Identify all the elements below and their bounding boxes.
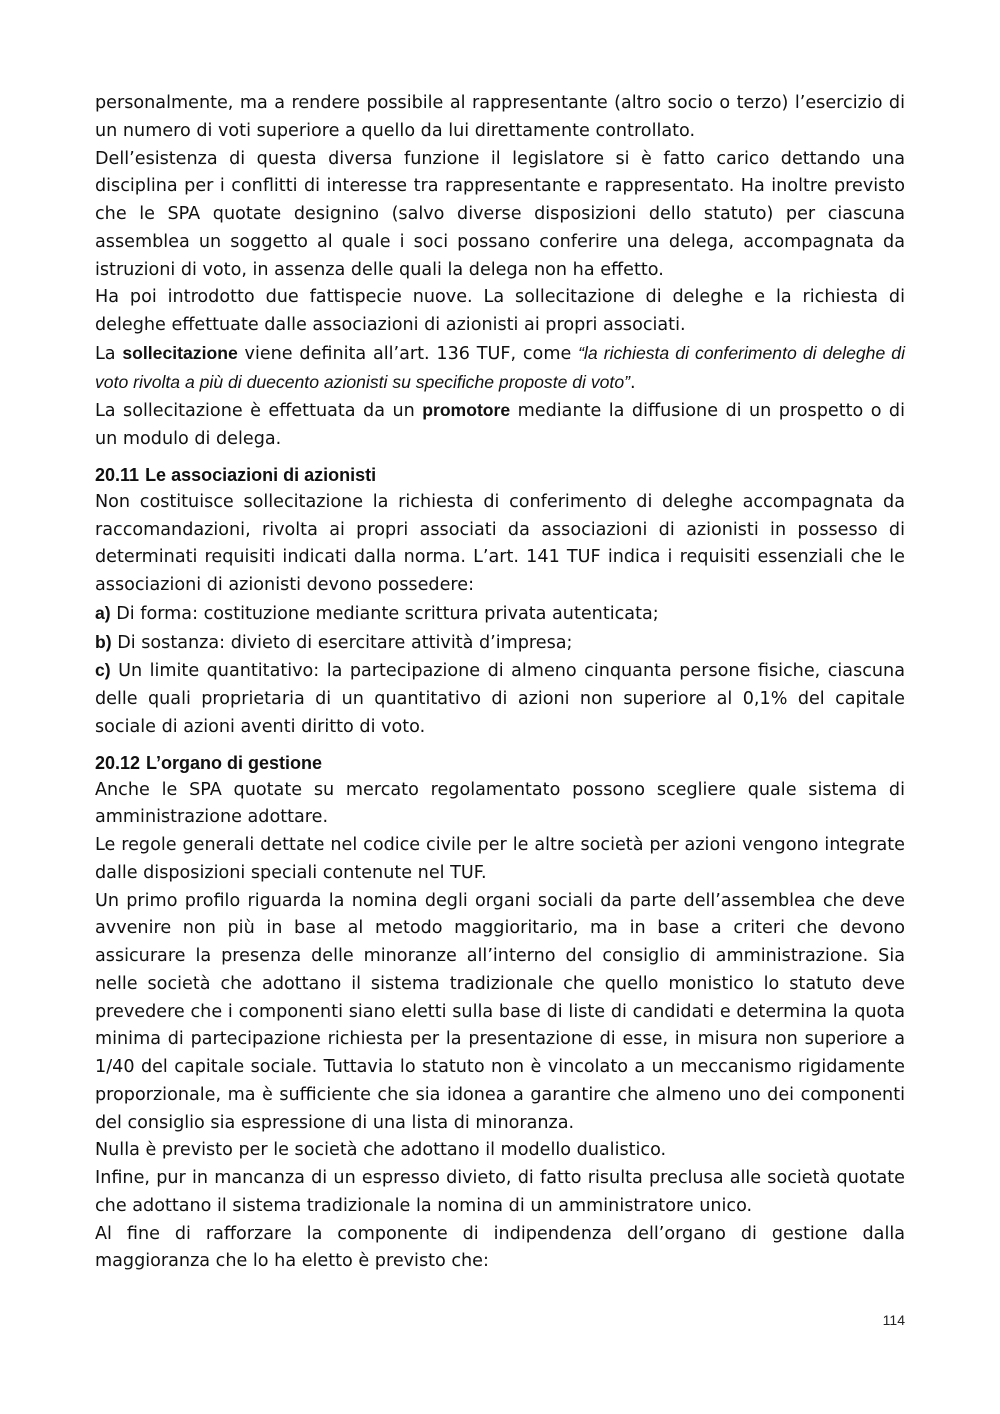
section-heading	[95, 462, 905, 488]
paragraph	[95, 1221, 905, 1277]
paragraph	[95, 1137, 905, 1165]
text-run: mediante la diffusione di un prospetto o di un modulo di delega.	[95, 401, 905, 449]
text-run: Di forma: costituzione mediante scrittura privata autenticata;	[110, 603, 659, 624]
paragraph	[95, 888, 905, 1138]
paragraph	[95, 629, 905, 658]
text-run: viene definita all’art. 136 TUF, come	[237, 343, 579, 364]
bold-term: a)	[95, 602, 111, 623]
text-run: La	[95, 343, 123, 364]
paragraph	[95, 340, 905, 398]
paragraph	[95, 657, 905, 741]
section-title: L’organo di gestione	[146, 752, 323, 773]
text-run: La sollecitazione è effettuata da un	[95, 401, 423, 422]
text-run: Le regole generali dettate nel codice civile per le altre società per azioni vengono integrate dalle disposizioni speciali contenute nel TUF.	[95, 835, 905, 883]
section-number: 20.11	[95, 464, 140, 485]
text-run: Non costituisce sollecitazione la richiesta di conferimento di deleghe accompagnata da raccomandazioni, rivolta ai propri associati da associazioni di azionisti in possesso di determinati requisiti indicati dalla norma. L’art. 141 TUF indica i requisiti essenziali che le associazioni di azionisti devono possedere:	[95, 491, 905, 595]
paragraph	[95, 397, 905, 454]
text-run: Dell’esistenza di questa diversa funzione il legislatore si è fatto carico dettando una disciplina per i conflitti di interesse tra rappresentante e rappresentato. Ha inoltre previsto che le SPA quotate designino (salvo diverse disposizioni dello statuto) per ciascuna assemblea un soggetto al quale i soci possano conferire una delega, accompagnata da istruzioni di voto, in assenza delle quali la delega non ha effetto.	[95, 148, 905, 280]
bold-term: promotore	[422, 400, 511, 421]
text-run: Nulla è previsto per le società che adottano il modello dualistico.	[95, 1140, 667, 1161]
text-run: Un primo profilo riguarda la nomina degli organi sociali da parte dell’assemblea che deve avvenire non più in base al metodo maggioritario, ma in base a criteri che devono assicurare la presenza delle minoranze all’interno del consiglio di amministrazione. Sia nelle società che adottano il sistema tradizionale che quello monistico lo statuto deve prevedere che i componenti siano eletti sulla base di liste di candidati e determina la quota minima di partecipazione richiesta per la presentazione di esse, in misura non superiore a 1/40 del capitale sociale. Tuttavia lo statuto non è vincolato a un meccanismo rigidamente proporzionale, ma è sufficiente che sia idonea a garantire che almeno uno dei componenti del consiglio sia espressione di una lista di minoranza.	[95, 890, 905, 1133]
text-run: .	[629, 372, 636, 393]
paragraph	[95, 146, 905, 285]
bold-term: b)	[95, 631, 112, 652]
section-heading	[95, 750, 905, 776]
section-number: 20.12	[95, 752, 141, 773]
text-run: personalmente, ma a rendere possibile al rappresentante (altro socio o terzo) l’esercizio di un numero di voti superiore a quello da lui direttamente controllato.	[95, 93, 905, 141]
bold-term: c)	[95, 660, 111, 681]
section-title: Le associazioni di azionisti	[145, 464, 377, 485]
page-number: 114	[882, 1312, 905, 1328]
paragraph	[95, 90, 905, 146]
text-run: Al fine di rafforzare la componente di indipendenza dell’organo di gestione dalla maggioranza che lo ha eletto è previsto che:	[95, 1223, 905, 1272]
text-run: Di sostanza: divieto di esercitare attività d’impresa;	[111, 632, 573, 653]
paragraph	[95, 284, 905, 340]
paragraph	[95, 600, 905, 629]
paragraph	[95, 777, 905, 833]
bold-term: sollecitazione	[122, 342, 238, 363]
text-run: Un limite quantitativo: la partecipazione di almeno cinquanta persone fisiche, ciascuna delle quali proprietaria di un quantitativo di azioni non superiore al 0,1% del capitale sociale di azioni aventi diritto di voto.	[95, 661, 905, 737]
text-run: Infine, pur in mancanza di un espresso divieto, di fatto risulta preclusa alle società quotate che adottano il sistema tradizionale la nomina di un amministratore unico.	[95, 1168, 905, 1216]
paragraph	[95, 489, 905, 600]
paragraph	[95, 832, 905, 888]
text-run: Anche le SPA quotate su mercato regolamentato possono scegliere quale sistema di amministrazione adottare.	[95, 779, 905, 828]
text-run: Ha poi introdotto due fattispecie nuove. La sollecitazione di deleghe e la richiesta di deleghe effettuate dalle associazioni di azionisti ai propri associati.	[95, 287, 905, 335]
quoted-definition: “la richiesta di conferimento di deleghe di voto rivolta a più di duecento azionisti su specifiche proposte di voto”	[95, 342, 905, 392]
paragraph	[95, 1165, 905, 1221]
document-body	[95, 90, 905, 1276]
